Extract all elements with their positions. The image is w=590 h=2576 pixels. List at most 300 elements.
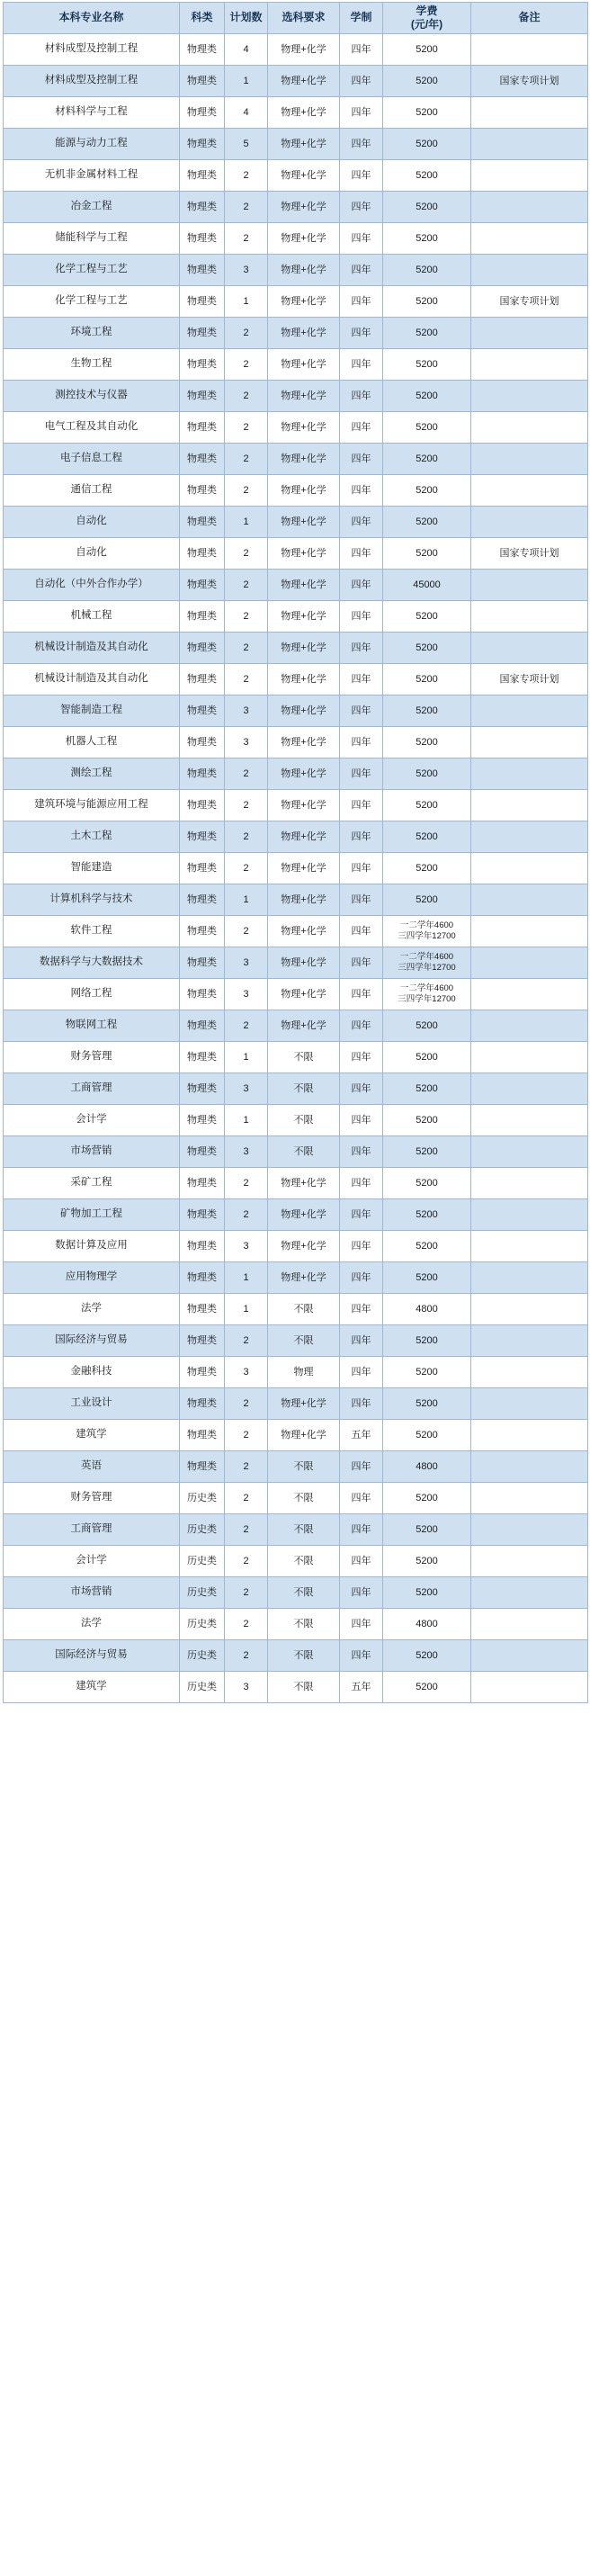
cell-subject-requirement: 物理+化学 bbox=[268, 349, 340, 381]
cell-major-name: 建筑学 bbox=[4, 1420, 180, 1451]
table-row bbox=[4, 1546, 588, 1577]
cell-plan-count: 2 bbox=[225, 633, 268, 664]
cell-major-name: 材料成型及控制工程 bbox=[4, 66, 180, 97]
cell-subject-requirement: 物理+化学 bbox=[268, 381, 340, 412]
cell-subject-requirement: 物理+化学 bbox=[268, 696, 340, 727]
cell-major-name: 能源与动力工程 bbox=[4, 129, 180, 160]
table-row bbox=[4, 601, 588, 633]
cell-duration: 四年 bbox=[340, 160, 383, 192]
cell-plan-count: 2 bbox=[225, 1199, 268, 1231]
cell-duration: 四年 bbox=[340, 633, 383, 664]
cell-category: 物理类 bbox=[180, 129, 225, 160]
cell-category: 物理类 bbox=[180, 1073, 225, 1105]
cell-note bbox=[471, 1388, 588, 1420]
cell-plan-count: 4 bbox=[225, 34, 268, 66]
cell-plan-count: 2 bbox=[225, 318, 268, 349]
table-row bbox=[4, 507, 588, 538]
cell-note bbox=[471, 1136, 588, 1168]
column-header-fee-line2: (元/年) bbox=[410, 18, 443, 31]
cell-tuition: 5200 bbox=[383, 381, 471, 412]
cell-duration: 四年 bbox=[340, 1546, 383, 1577]
cell-category: 物理类 bbox=[180, 1388, 225, 1420]
cell-subject-requirement: 物理+化学 bbox=[268, 66, 340, 97]
cell-category: 物理类 bbox=[180, 1168, 225, 1199]
cell-duration: 四年 bbox=[340, 727, 383, 758]
cell-note: 国家专项计划 bbox=[471, 664, 588, 696]
cell-duration: 四年 bbox=[340, 475, 383, 507]
cell-note bbox=[471, 160, 588, 192]
cell-duration: 四年 bbox=[340, 1105, 383, 1136]
table-row bbox=[4, 1294, 588, 1325]
table-row bbox=[4, 381, 588, 412]
table-row bbox=[4, 1073, 588, 1105]
cell-category: 物理类 bbox=[180, 1294, 225, 1325]
cell-category: 物理类 bbox=[180, 947, 225, 979]
cell-major-name: 建筑环境与能源应用工程 bbox=[4, 790, 180, 821]
cell-plan-count: 2 bbox=[225, 1514, 268, 1546]
cell-duration: 四年 bbox=[340, 853, 383, 884]
cell-duration: 四年 bbox=[340, 1388, 383, 1420]
cell-major-name: 通信工程 bbox=[4, 475, 180, 507]
table-row bbox=[4, 223, 588, 255]
cell-tuition: 5200 bbox=[383, 444, 471, 475]
table-row bbox=[4, 1640, 588, 1672]
cell-tuition: 5200 bbox=[383, 758, 471, 790]
table-row bbox=[4, 1325, 588, 1357]
cell-duration: 四年 bbox=[340, 129, 383, 160]
cell-category: 物理类 bbox=[180, 1325, 225, 1357]
cell-plan-count: 2 bbox=[225, 916, 268, 947]
cell-major-name: 法学 bbox=[4, 1294, 180, 1325]
cell-subject-requirement: 物理+化学 bbox=[268, 97, 340, 129]
cell-tuition: 5200 bbox=[383, 1073, 471, 1105]
cell-tuition: 5200 bbox=[383, 475, 471, 507]
cell-tuition: 5200 bbox=[383, 192, 471, 223]
cell-major-name: 冶金工程 bbox=[4, 192, 180, 223]
table-row bbox=[4, 538, 588, 570]
cell-duration: 五年 bbox=[340, 1672, 383, 1703]
cell-tuition: 5200 bbox=[383, 34, 471, 66]
cell-note bbox=[471, 790, 588, 821]
cell-note bbox=[471, 947, 588, 979]
cell-note bbox=[471, 97, 588, 129]
cell-subject-requirement: 不限 bbox=[268, 1483, 340, 1514]
cell-tuition: 5200 bbox=[383, 633, 471, 664]
cell-major-name: 英语 bbox=[4, 1451, 180, 1483]
cell-subject-requirement: 物理+化学 bbox=[268, 601, 340, 633]
cell-tuition: 5200 bbox=[383, 507, 471, 538]
cell-note bbox=[471, 1042, 588, 1073]
cell-tuition: 5200 bbox=[383, 1483, 471, 1514]
cell-category: 历史类 bbox=[180, 1609, 225, 1640]
cell-tuition: 4800 bbox=[383, 1451, 471, 1483]
cell-plan-count: 3 bbox=[225, 255, 268, 286]
table-row bbox=[4, 192, 588, 223]
cell-note bbox=[471, 1105, 588, 1136]
cell-subject-requirement: 物理+化学 bbox=[268, 286, 340, 318]
cell-subject-requirement: 不限 bbox=[268, 1042, 340, 1073]
cell-duration: 四年 bbox=[340, 1262, 383, 1294]
cell-subject-requirement: 物理+化学 bbox=[268, 34, 340, 66]
cell-tuition: 5200 bbox=[383, 601, 471, 633]
cell-major-name: 数据计算及应用 bbox=[4, 1231, 180, 1262]
cell-major-name: 国际经济与贸易 bbox=[4, 1325, 180, 1357]
cell-plan-count: 2 bbox=[225, 1546, 268, 1577]
cell-plan-count: 2 bbox=[225, 160, 268, 192]
cell-plan-count: 3 bbox=[225, 947, 268, 979]
cell-subject-requirement: 不限 bbox=[268, 1640, 340, 1672]
cell-subject-requirement: 物理+化学 bbox=[268, 947, 340, 979]
cell-note bbox=[471, 381, 588, 412]
cell-category: 物理类 bbox=[180, 790, 225, 821]
cell-duration: 四年 bbox=[340, 34, 383, 66]
cell-major-name: 市场营销 bbox=[4, 1136, 180, 1168]
cell-plan-count: 2 bbox=[225, 601, 268, 633]
cell-plan-count: 1 bbox=[225, 507, 268, 538]
cell-plan-count: 2 bbox=[225, 349, 268, 381]
cell-category: 物理类 bbox=[180, 633, 225, 664]
cell-duration: 四年 bbox=[340, 223, 383, 255]
cell-major-name: 机器人工程 bbox=[4, 727, 180, 758]
cell-major-name: 工商管理 bbox=[4, 1514, 180, 1546]
cell-plan-count: 3 bbox=[225, 696, 268, 727]
cell-tuition: 5200 bbox=[383, 853, 471, 884]
cell-plan-count: 1 bbox=[225, 66, 268, 97]
cell-subject-requirement: 不限 bbox=[268, 1609, 340, 1640]
cell-duration: 四年 bbox=[340, 507, 383, 538]
cell-plan-count: 3 bbox=[225, 1073, 268, 1105]
cell-subject-requirement: 物理+化学 bbox=[268, 192, 340, 223]
cell-duration: 四年 bbox=[340, 1325, 383, 1357]
cell-plan-count: 2 bbox=[225, 758, 268, 790]
cell-subject-requirement: 不限 bbox=[268, 1073, 340, 1105]
column-header-years: 学制 bbox=[340, 3, 383, 34]
cell-plan-count: 1 bbox=[225, 884, 268, 916]
cell-note bbox=[471, 1231, 588, 1262]
cell-duration: 四年 bbox=[340, 349, 383, 381]
table-row bbox=[4, 160, 588, 192]
cell-note bbox=[471, 853, 588, 884]
cell-duration: 四年 bbox=[340, 1042, 383, 1073]
cell-subject-requirement: 物理+化学 bbox=[268, 664, 340, 696]
cell-major-name: 测控技术与仪器 bbox=[4, 381, 180, 412]
cell-tuition: 5200 bbox=[383, 318, 471, 349]
table-row bbox=[4, 1010, 588, 1042]
cell-subject-requirement: 物理+化学 bbox=[268, 507, 340, 538]
cell-subject-requirement: 物理+化学 bbox=[268, 1199, 340, 1231]
cell-note bbox=[471, 1199, 588, 1231]
cell-major-name: 计算机科学与技术 bbox=[4, 884, 180, 916]
cell-tuition: 5200 bbox=[383, 1420, 471, 1451]
cell-tuition: 5200 bbox=[383, 97, 471, 129]
cell-note bbox=[471, 1483, 588, 1514]
cell-subject-requirement: 不限 bbox=[268, 1514, 340, 1546]
cell-plan-count: 1 bbox=[225, 1042, 268, 1073]
table-row bbox=[4, 412, 588, 444]
cell-major-name: 储能科学与工程 bbox=[4, 223, 180, 255]
cell-tuition: 5200 bbox=[383, 1199, 471, 1231]
table-row bbox=[4, 34, 588, 66]
column-header-name: 本科专业名称 bbox=[4, 3, 180, 34]
cell-tuition: 5200 bbox=[383, 1262, 471, 1294]
table-body bbox=[4, 34, 588, 1703]
cell-category: 物理类 bbox=[180, 916, 225, 947]
cell-major-name: 机械设计制造及其自动化 bbox=[4, 664, 180, 696]
cell-plan-count: 2 bbox=[225, 412, 268, 444]
cell-major-name: 电气工程及其自动化 bbox=[4, 412, 180, 444]
cell-subject-requirement: 不限 bbox=[268, 1672, 340, 1703]
cell-major-name: 数据科学与大数据技术 bbox=[4, 947, 180, 979]
cell-category: 物理类 bbox=[180, 160, 225, 192]
table-row bbox=[4, 1105, 588, 1136]
cell-tuition: 5200 bbox=[383, 727, 471, 758]
cell-tuition: 5200 bbox=[383, 821, 471, 853]
cell-duration: 四年 bbox=[340, 884, 383, 916]
cell-category: 物理类 bbox=[180, 192, 225, 223]
cell-major-name: 土木工程 bbox=[4, 821, 180, 853]
table-row bbox=[4, 129, 588, 160]
cell-duration: 四年 bbox=[340, 1231, 383, 1262]
cell-note bbox=[471, 1262, 588, 1294]
cell-category: 物理类 bbox=[180, 381, 225, 412]
cell-duration: 四年 bbox=[340, 696, 383, 727]
cell-tuition: 5200 bbox=[383, 1168, 471, 1199]
cell-category: 物理类 bbox=[180, 97, 225, 129]
cell-plan-count: 5 bbox=[225, 129, 268, 160]
cell-plan-count: 2 bbox=[225, 1640, 268, 1672]
tuition-line: 三四学年12700 bbox=[398, 931, 456, 941]
cell-major-name: 法学 bbox=[4, 1609, 180, 1640]
cell-subject-requirement: 物理+化学 bbox=[268, 821, 340, 853]
table-row bbox=[4, 1199, 588, 1231]
cell-category: 物理类 bbox=[180, 1420, 225, 1451]
cell-plan-count: 3 bbox=[225, 1136, 268, 1168]
table-row bbox=[4, 1451, 588, 1483]
cell-category: 物理类 bbox=[180, 1357, 225, 1388]
cell-subject-requirement: 物理+化学 bbox=[268, 1262, 340, 1294]
table-header-row bbox=[4, 3, 588, 34]
cell-subject-requirement: 物理+化学 bbox=[268, 1231, 340, 1262]
cell-category: 物理类 bbox=[180, 884, 225, 916]
cell-duration: 四年 bbox=[340, 444, 383, 475]
cell-duration: 四年 bbox=[340, 412, 383, 444]
column-header-plan: 计划数 bbox=[225, 3, 268, 34]
table-row bbox=[4, 1388, 588, 1420]
cell-major-name: 化学工程与工艺 bbox=[4, 255, 180, 286]
cell-subject-requirement: 物理+化学 bbox=[268, 884, 340, 916]
cell-subject-requirement: 物理 bbox=[268, 1357, 340, 1388]
column-header-fee-line1: 学费 bbox=[416, 4, 438, 17]
cell-note bbox=[471, 1546, 588, 1577]
cell-tuition: 5200 bbox=[383, 664, 471, 696]
cell-note bbox=[471, 475, 588, 507]
cell-duration: 四年 bbox=[340, 1294, 383, 1325]
cell-subject-requirement: 不限 bbox=[268, 1136, 340, 1168]
cell-duration: 四年 bbox=[340, 286, 383, 318]
cell-tuition: 5200 bbox=[383, 1231, 471, 1262]
cell-tuition: 5200 bbox=[383, 1388, 471, 1420]
table-header bbox=[4, 3, 588, 34]
cell-subject-requirement: 不限 bbox=[268, 1105, 340, 1136]
table-row bbox=[4, 727, 588, 758]
cell-major-name: 自动化 bbox=[4, 538, 180, 570]
cell-duration: 四年 bbox=[340, 255, 383, 286]
cell-plan-count: 2 bbox=[225, 538, 268, 570]
cell-duration: 四年 bbox=[340, 758, 383, 790]
cell-note bbox=[471, 979, 588, 1010]
cell-category: 物理类 bbox=[180, 1199, 225, 1231]
cell-tuition: 5200 bbox=[383, 790, 471, 821]
cell-duration: 四年 bbox=[340, 1609, 383, 1640]
cell-tuition: 5200 bbox=[383, 1546, 471, 1577]
table-row bbox=[4, 1136, 588, 1168]
cell-plan-count: 3 bbox=[225, 979, 268, 1010]
cell-plan-count: 2 bbox=[225, 1325, 268, 1357]
cell-duration: 四年 bbox=[340, 570, 383, 601]
cell-duration: 四年 bbox=[340, 1483, 383, 1514]
cell-major-name: 机械设计制造及其自动化 bbox=[4, 633, 180, 664]
cell-duration: 四年 bbox=[340, 1136, 383, 1168]
cell-plan-count: 2 bbox=[225, 853, 268, 884]
cell-category: 物理类 bbox=[180, 349, 225, 381]
column-header-fee bbox=[383, 3, 471, 34]
cell-category: 物理类 bbox=[180, 286, 225, 318]
cell-note bbox=[471, 884, 588, 916]
table-row bbox=[4, 947, 588, 979]
cell-tuition: 5200 bbox=[383, 1042, 471, 1073]
cell-duration: 四年 bbox=[340, 1199, 383, 1231]
cell-duration: 四年 bbox=[340, 1514, 383, 1546]
cell-subject-requirement: 物理+化学 bbox=[268, 790, 340, 821]
cell-plan-count: 3 bbox=[225, 1672, 268, 1703]
column-header-category: 科类 bbox=[180, 3, 225, 34]
cell-subject-requirement: 不限 bbox=[268, 1577, 340, 1609]
cell-plan-count: 2 bbox=[225, 1168, 268, 1199]
cell-category: 物理类 bbox=[180, 1262, 225, 1294]
cell-note bbox=[471, 1010, 588, 1042]
cell-duration: 四年 bbox=[340, 790, 383, 821]
cell-plan-count: 2 bbox=[225, 1451, 268, 1483]
cell-category: 物理类 bbox=[180, 444, 225, 475]
cell-major-name: 智能建造 bbox=[4, 853, 180, 884]
tuition-line: 一二学年4600 bbox=[399, 920, 454, 931]
cell-tuition: 5200 bbox=[383, 66, 471, 97]
cell-major-name: 工商管理 bbox=[4, 1073, 180, 1105]
cell-major-name: 财务管理 bbox=[4, 1042, 180, 1073]
cell-subject-requirement: 物理+化学 bbox=[268, 758, 340, 790]
cell-major-name: 软件工程 bbox=[4, 916, 180, 947]
cell-category: 历史类 bbox=[180, 1577, 225, 1609]
cell-category: 历史类 bbox=[180, 1672, 225, 1703]
cell-plan-count: 2 bbox=[225, 1577, 268, 1609]
cell-category: 物理类 bbox=[180, 318, 225, 349]
cell-plan-count: 2 bbox=[225, 1483, 268, 1514]
cell-major-name: 网络工程 bbox=[4, 979, 180, 1010]
cell-note bbox=[471, 1451, 588, 1483]
cell-category: 历史类 bbox=[180, 1640, 225, 1672]
cell-category: 物理类 bbox=[180, 1231, 225, 1262]
cell-major-name: 机械工程 bbox=[4, 601, 180, 633]
cell-note bbox=[471, 1609, 588, 1640]
cell-tuition: 5200 bbox=[383, 255, 471, 286]
cell-duration: 四年 bbox=[340, 1577, 383, 1609]
cell-category: 物理类 bbox=[180, 821, 225, 853]
cell-duration: 四年 bbox=[340, 1640, 383, 1672]
table-row bbox=[4, 1042, 588, 1073]
cell-duration: 四年 bbox=[340, 381, 383, 412]
table-row bbox=[4, 255, 588, 286]
cell-subject-requirement: 物理+化学 bbox=[268, 412, 340, 444]
cell-category: 物理类 bbox=[180, 66, 225, 97]
cell-category: 物理类 bbox=[180, 1451, 225, 1483]
cell-major-name: 会计学 bbox=[4, 1546, 180, 1577]
cell-subject-requirement: 不限 bbox=[268, 1325, 340, 1357]
cell-tuition: 5200 bbox=[383, 1514, 471, 1546]
cell-plan-count: 2 bbox=[225, 1010, 268, 1042]
cell-note bbox=[471, 916, 588, 947]
cell-plan-count: 2 bbox=[225, 821, 268, 853]
cell-category: 物理类 bbox=[180, 507, 225, 538]
cell-subject-requirement: 物理+化学 bbox=[268, 570, 340, 601]
cell-category: 物理类 bbox=[180, 34, 225, 66]
cell-subject-requirement: 物理+化学 bbox=[268, 1388, 340, 1420]
cell-plan-count: 2 bbox=[225, 790, 268, 821]
cell-note bbox=[471, 1073, 588, 1105]
cell-duration: 四年 bbox=[340, 97, 383, 129]
cell-major-name: 材料科学与工程 bbox=[4, 97, 180, 129]
cell-tuition: 5200 bbox=[383, 349, 471, 381]
cell-note bbox=[471, 1577, 588, 1609]
cell-tuition bbox=[383, 979, 471, 1010]
cell-plan-count: 2 bbox=[225, 1388, 268, 1420]
cell-note bbox=[471, 1325, 588, 1357]
cell-category: 物理类 bbox=[180, 223, 225, 255]
table-row bbox=[4, 1577, 588, 1609]
cell-category: 物理类 bbox=[180, 475, 225, 507]
cell-plan-count: 3 bbox=[225, 1231, 268, 1262]
cell-note bbox=[471, 696, 588, 727]
cell-note bbox=[471, 507, 588, 538]
cell-duration: 四年 bbox=[340, 947, 383, 979]
table-row bbox=[4, 1168, 588, 1199]
cell-tuition: 5200 bbox=[383, 1010, 471, 1042]
cell-category: 物理类 bbox=[180, 412, 225, 444]
cell-note bbox=[471, 1514, 588, 1546]
cell-duration: 四年 bbox=[340, 1168, 383, 1199]
cell-category: 物理类 bbox=[180, 696, 225, 727]
cell-subject-requirement: 物理+化学 bbox=[268, 1010, 340, 1042]
cell-note bbox=[471, 1357, 588, 1388]
cell-note: 国家专项计划 bbox=[471, 286, 588, 318]
cell-major-name: 自动化 bbox=[4, 507, 180, 538]
cell-plan-count: 1 bbox=[225, 1105, 268, 1136]
cell-subject-requirement: 物理+化学 bbox=[268, 160, 340, 192]
cell-tuition: 5200 bbox=[383, 538, 471, 570]
cell-note bbox=[471, 129, 588, 160]
table-row bbox=[4, 853, 588, 884]
cell-tuition: 5200 bbox=[383, 1105, 471, 1136]
cell-duration: 四年 bbox=[340, 821, 383, 853]
cell-subject-requirement: 物理+化学 bbox=[268, 979, 340, 1010]
cell-category: 物理类 bbox=[180, 1105, 225, 1136]
cell-subject-requirement: 物理+化学 bbox=[268, 444, 340, 475]
cell-category: 物理类 bbox=[180, 255, 225, 286]
cell-category: 物理类 bbox=[180, 1010, 225, 1042]
cell-note bbox=[471, 349, 588, 381]
cell-subject-requirement: 不限 bbox=[268, 1451, 340, 1483]
table-row bbox=[4, 979, 588, 1010]
cell-note bbox=[471, 1168, 588, 1199]
